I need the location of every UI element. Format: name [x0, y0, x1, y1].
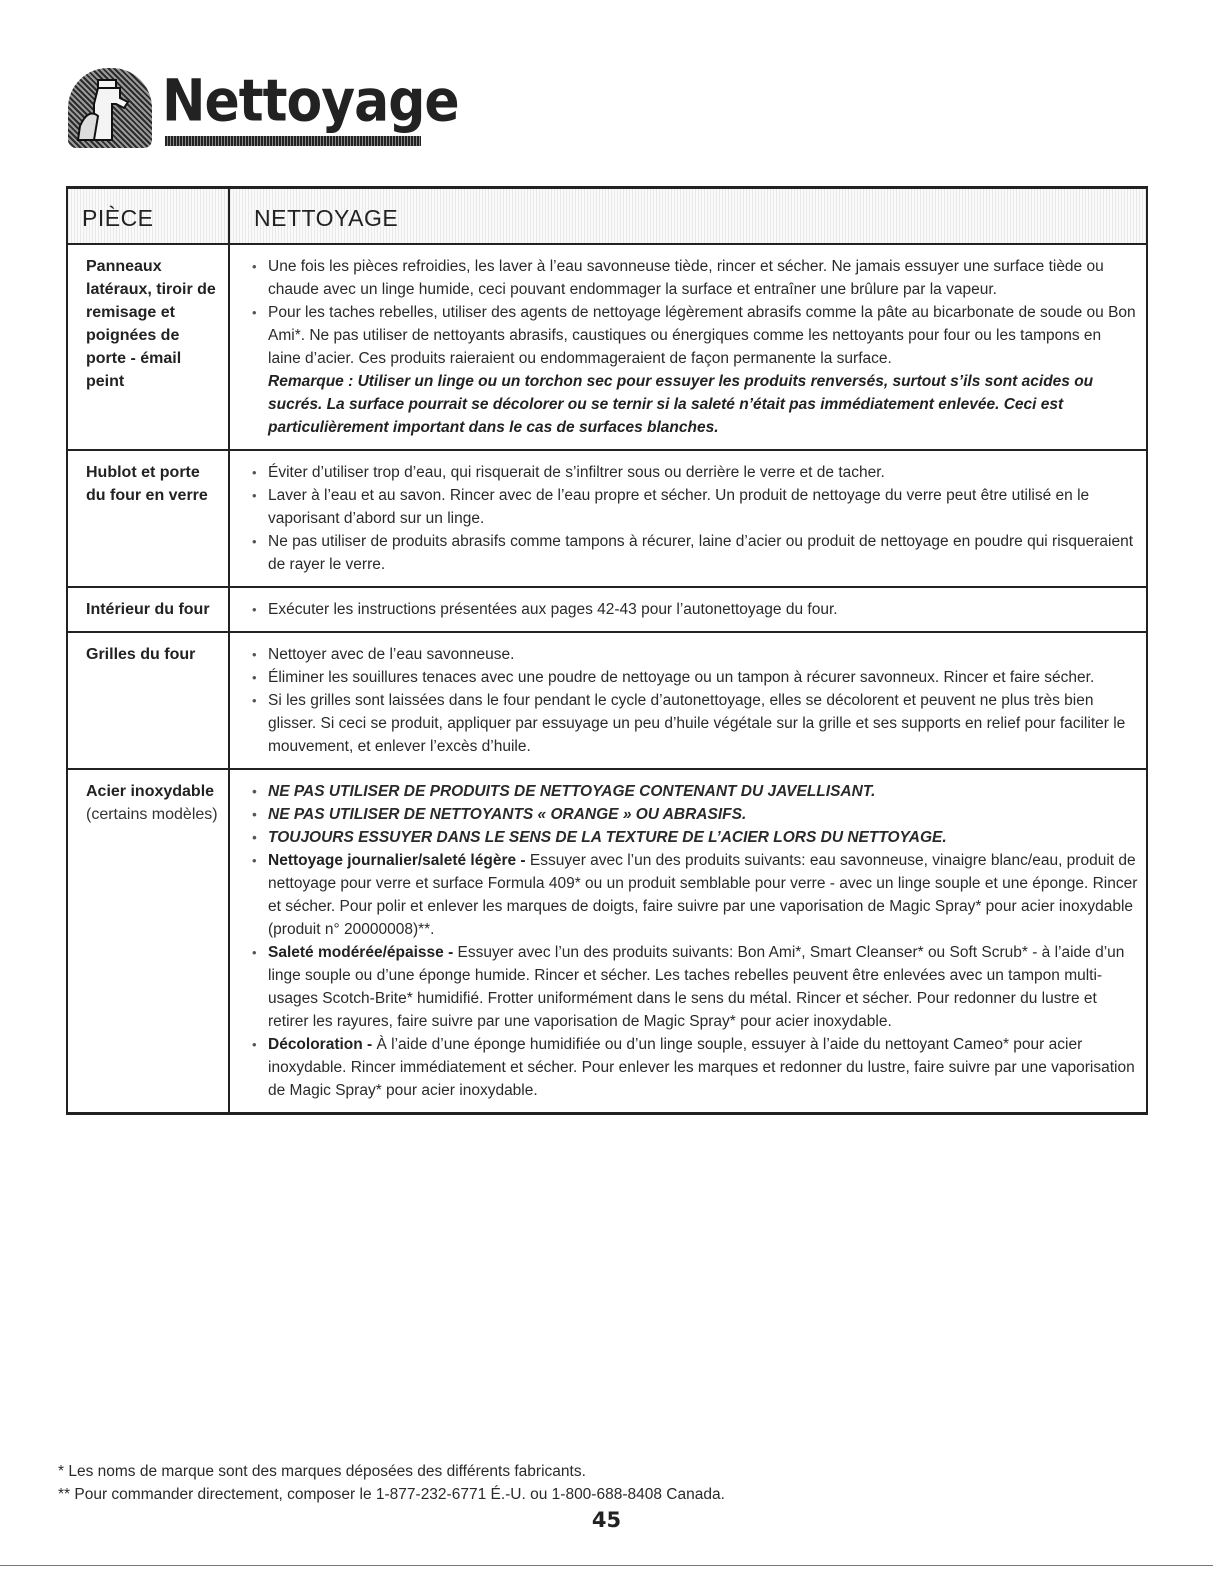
column-header-part: PIÈCE — [67, 188, 229, 245]
page-title: Nettoyage — [162, 68, 459, 136]
item-text: Essuyer avec l’un des produits suivants: Bon Ami*, Smart Cleanser* ou Soft Scrub* - à l’aide d’un linge souple ou d’une éponge humide. Rincer et sécher. Les taches rebelles peuvent être enlevées avec un tampon multi-usages Scotch-Brite* humidifié. Frotter uniformément dans le sens du métal. Rincer et sécher. Pour redonner du lustre et retirer les rayures, faire suivre par une vaporisation de Magic Spray* pour acier inoxydable. — [268, 944, 1125, 1030]
cleaning-instructions — [229, 244, 1147, 450]
page-number: 45 — [591, 1508, 622, 1532]
column-header-cleaning: NETTOYAGE — [229, 188, 1147, 245]
list-item: • Nettoyer avec de l’eau savonneuse. — [252, 643, 1138, 666]
remark-note: Remarque : Utiliser un linge ou un torchon sec pour essuyer les produits renversés, surtout s’ils sont acides ou sucrés. La surface pourrait se décolorer ou se ternir si la saleté n’était pas immédiatement enlevée. Ceci est particulièrement important dans le cas de surfaces blanches. — [268, 373, 1094, 436]
list-item — [252, 1033, 1138, 1102]
list-item: • Ne pas utiliser de produits abrasifs comme tampons à récurer, laine d’acier ou produit de nettoyage en poudre qui risqueraient de rayer le verre. — [252, 530, 1138, 576]
item-lead: Nettoyage journalier/saleté légère - — [268, 852, 526, 869]
warning-item: • NE PAS UTILISER DE PRODUITS DE NETTOYAGE CONTENANT DU JAVELLISANT. — [252, 780, 1138, 803]
cleaning-table — [66, 186, 1148, 1115]
cleaning-instructions — [229, 587, 1147, 632]
table-row — [67, 450, 1147, 587]
list-item — [252, 941, 1138, 1033]
list-item: • Éliminer les souillures tenaces avec une poudre de nettoyage ou un tampon à récurer savonneux. Rincer et faire sécher. — [252, 666, 1138, 689]
footnote: * Les noms de marque sont des marques déposées des différents fabricants. — [58, 1463, 586, 1480]
warning-item: • NE PAS UTILISER DE NETTOYANTS « ORANGE » OU ABRASIFS. — [252, 803, 1138, 826]
list-item: • Exécuter les instructions présentées aux pages 42-43 pour l’autonettoyage du four. — [252, 598, 1138, 621]
table-row — [67, 244, 1147, 450]
list-item — [252, 849, 1138, 941]
part-note: (certains modèles) — [86, 806, 218, 823]
item-text: Essuyer avec l’un des produits suivants: eau savonneuse, vinaigre blanc/eau, produit de nettoyage pour verre et surface Formula 409* ou un produit semblable pour verre - avec un linge souple et une éponge. Rincer et sécher. Pour polir et enlever les marques de doigts, faire suivre par une vaporisation de Magic Spray* pour acier inoxydable (produit n° 20000008)**. — [268, 852, 1138, 938]
part-name: Intérieur du four — [67, 587, 229, 632]
bottom-rule — [0, 1565, 1213, 1566]
cleaning-instructions — [229, 769, 1147, 1114]
part-name: Panneaux latéraux, tiroir de remisage et poignées de porte - émail peint — [67, 244, 229, 450]
cleaning-spray-icon — [68, 68, 152, 148]
table-row — [67, 632, 1147, 769]
list-item: • Pour les taches rebelles, utiliser des agents de nettoyage légèrement abrasifs comme la pâte au bicarbonate de soude ou Bon Ami*. Ne pas utiliser de nettoyants abrasifs, caustiques ou énergiques comme les nettoyants pour four ou les tampons en laine d’acier. Ces produits raieraient ou endommageraient de façon permanente la surface. — [252, 301, 1138, 370]
part-name: Grilles du four — [67, 632, 229, 769]
title-underline — [165, 136, 421, 146]
item-lead: Décoloration - — [268, 1036, 373, 1053]
part-name: Hublot et porte du four en verre — [67, 450, 229, 587]
item-lead: Saleté modérée/épaisse - — [268, 944, 454, 961]
warning-item: • TOUJOURS ESSUYER DANS LE SENS DE LA TEXTURE DE L’ACIER LORS DU NETTOYAGE. — [252, 826, 1138, 849]
footnotes — [58, 1460, 1158, 1506]
list-item: • Laver à l’eau et au savon. Rincer avec de l’eau propre et sécher. Un produit de nettoyage du verre peut être utilisé en le vaporisant d’abord sur un linge. — [252, 484, 1138, 530]
page-header — [62, 60, 459, 150]
cleaning-instructions — [229, 450, 1147, 587]
cleaning-instructions — [229, 632, 1147, 769]
part-name: Acier inoxydable — [86, 783, 215, 800]
table-header-row — [67, 188, 1147, 245]
list-item: • Éviter d’utiliser trop d’eau, qui risquerait de s’infiltrer sous ou derrière le verre et de tacher. — [252, 461, 1138, 484]
item-text: À l’aide d’une éponge humidifiée ou d’un linge souple, essuyer à l’aide du nettoyant Cameo* pour acier inoxydable. Rincer immédiatement et sécher. Pour enlever les marques et redonner du lustre, faire suivre par une vaporisation de Magic Spray* pour acier inoxydable. — [268, 1036, 1135, 1099]
table-row — [67, 769, 1147, 1114]
footnote: ** Pour commander directement, composer le 1-877-232-6771 É.-U. ou 1-800-688-8408 Canada. — [58, 1486, 725, 1503]
table-row — [67, 587, 1147, 632]
list-item: • Si les grilles sont laissées dans le four pendant le cycle d’autonettoyage, elles se décolorent et peuvent ne plus très bien glisser. Si ceci se produit, appliquer par essuyage un peu d’huile végétale sur la grille et ses supports en relief pour faciliter le mouvement, et enlever l’excès d’huile. — [252, 689, 1138, 758]
list-item: • Une fois les pièces refroidies, les laver à l’eau savonneuse tiède, rincer et sécher. Ne jamais essuyer une surface tiède ou chaude avec un linge humide, ceci pouvant endommager la surface et entraîner une brûlure par la vapeur. — [252, 255, 1138, 301]
part-name-cell — [67, 769, 229, 1114]
